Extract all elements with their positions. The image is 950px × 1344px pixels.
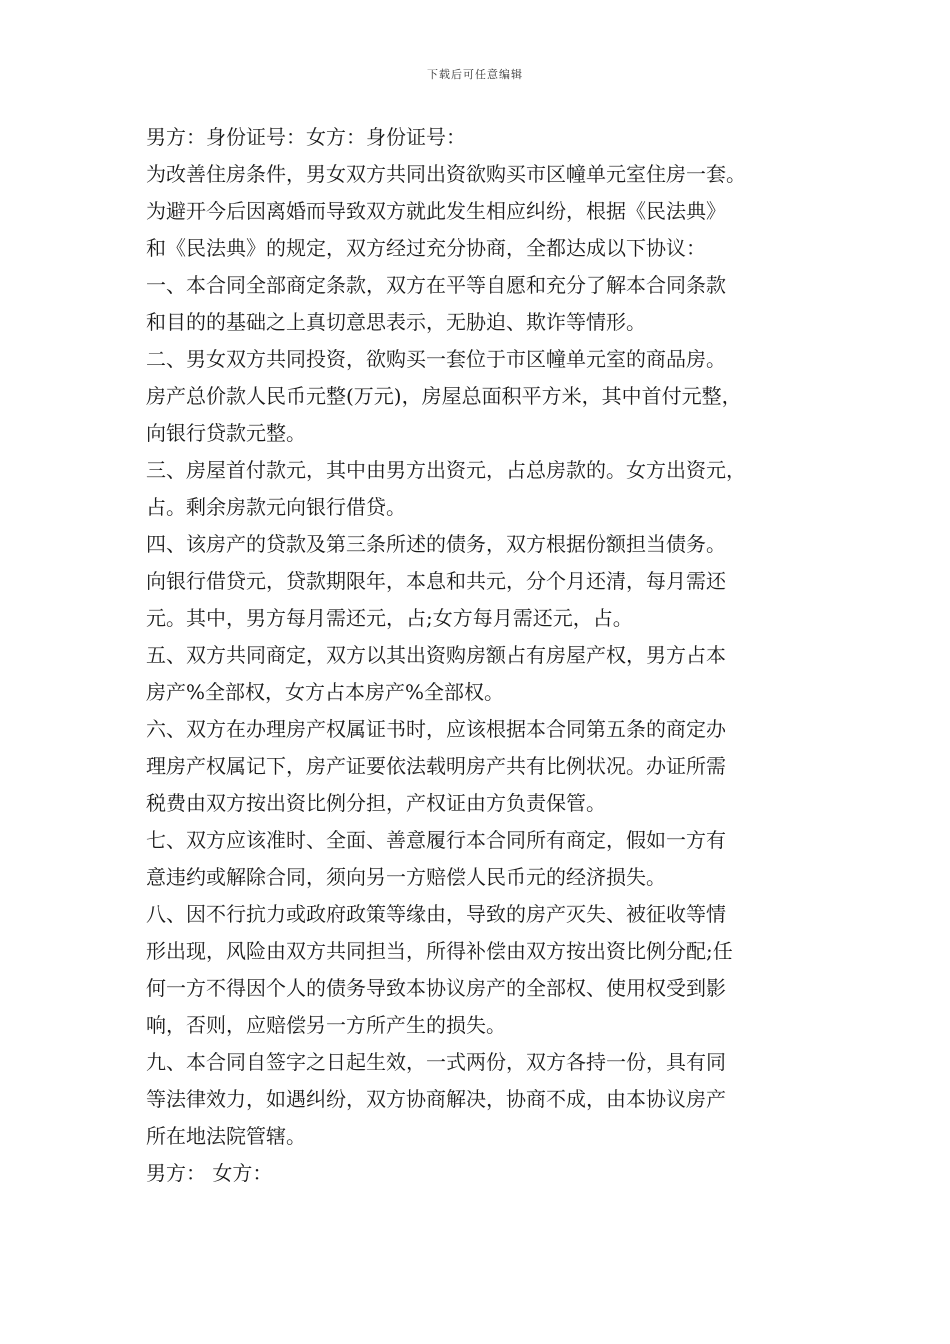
clause-6-line: 理房产权属记下，房产证要依法载明房产共有比例状况。办证所需	[146, 754, 726, 778]
clause-2-line: 二、男女双方共同投资，欲购买一套位于市区幢单元室的商品房。	[146, 347, 726, 371]
clause-9-line: 所在地法院管辖。	[146, 1124, 306, 1148]
clause-2-line: 房产总价款人民币元整(万元)，房屋总面积平方米，其中首付元整，	[146, 384, 742, 408]
clause-5-line: 房产%全部权，女方占本房产%全部权。	[146, 680, 505, 704]
clause-8-line: 何一方不得因个人的债务导致本协议房产的全部权、使用权受到影	[146, 976, 726, 1000]
clause-9-line: 九、本合同自签字之日起生效，一式两份，双方各持一份，具有同	[146, 1050, 726, 1074]
preamble-line: 为改善住房条件，男女双方共同出资欲购买市区幢单元室住房一套。	[146, 162, 746, 186]
agreement-body	[146, 119, 836, 1192]
clause-8-line: 响，否则，应赔偿另一方所产生的损失。	[146, 1013, 506, 1037]
clause-6-line: 六、双方在办理房产权属证书时，应该根据本合同第五条的商定办	[146, 717, 726, 741]
clause-4-line: 元。其中，男方每月需还元，占;女方每月需还元，占。	[146, 606, 633, 630]
preamble-line: 为避开今后因离婚而导致双方就此发生相应纠纷，根据《民法典》	[146, 199, 726, 223]
page-header: 下载后可任意编辑	[427, 68, 523, 81]
clause-2-line: 向银行贷款元整。	[146, 421, 306, 445]
clause-7-line: 意违约或解除合同，须向另一方赔偿人民币元的经济损失。	[146, 865, 666, 889]
clause-6-line: 税费由双方按出资比例分担，产权证由方负责保管。	[146, 791, 606, 815]
clause-3-line: 占。剩余房款元向银行借贷。	[146, 495, 406, 519]
party-id-line: 男方：身份证号：女方：身份证号：	[146, 125, 466, 149]
clause-5-line: 五、双方共同商定，双方以其出资购房额占有房屋产权，男方占本	[146, 643, 726, 667]
clause-1-line: 和目的的基础之上真切意思表示，无胁迫、欺诈等情形。	[146, 310, 646, 334]
signature-line: 男方： 女方：	[146, 1161, 273, 1185]
clause-4-line: 向银行借贷元，贷款期限年，本息和共元，分个月还清，每月需还	[146, 569, 726, 593]
clause-9-line: 等法律效力，如遇纠纷，双方协商解决，协商不成，由本协议房产	[146, 1087, 726, 1111]
clause-1-line: 一、本合同全部商定条款，双方在平等自愿和充分了解本合同条款	[146, 273, 726, 297]
clause-3-line: 三、房屋首付款元，其中由男方出资元，占总房款的。女方出资元，	[146, 458, 746, 482]
clause-7-line: 七、双方应该准时、全面、善意履行本合同所有商定，假如一方有	[146, 828, 726, 852]
preamble-line: 和《民法典》的规定，双方经过充分协商，全都达成以下协议：	[146, 236, 706, 260]
clause-4-line: 四、该房产的贷款及第三条所述的债务，双方根据份额担当债务。	[146, 532, 726, 556]
clause-8-line: 形出现，风险由双方共同担当，所得补偿由双方按出资比例分配;任	[146, 939, 733, 963]
clause-8-line: 八、因不行抗力或政府政策等缘由，导致的房产灭失、被征收等情	[146, 902, 726, 926]
